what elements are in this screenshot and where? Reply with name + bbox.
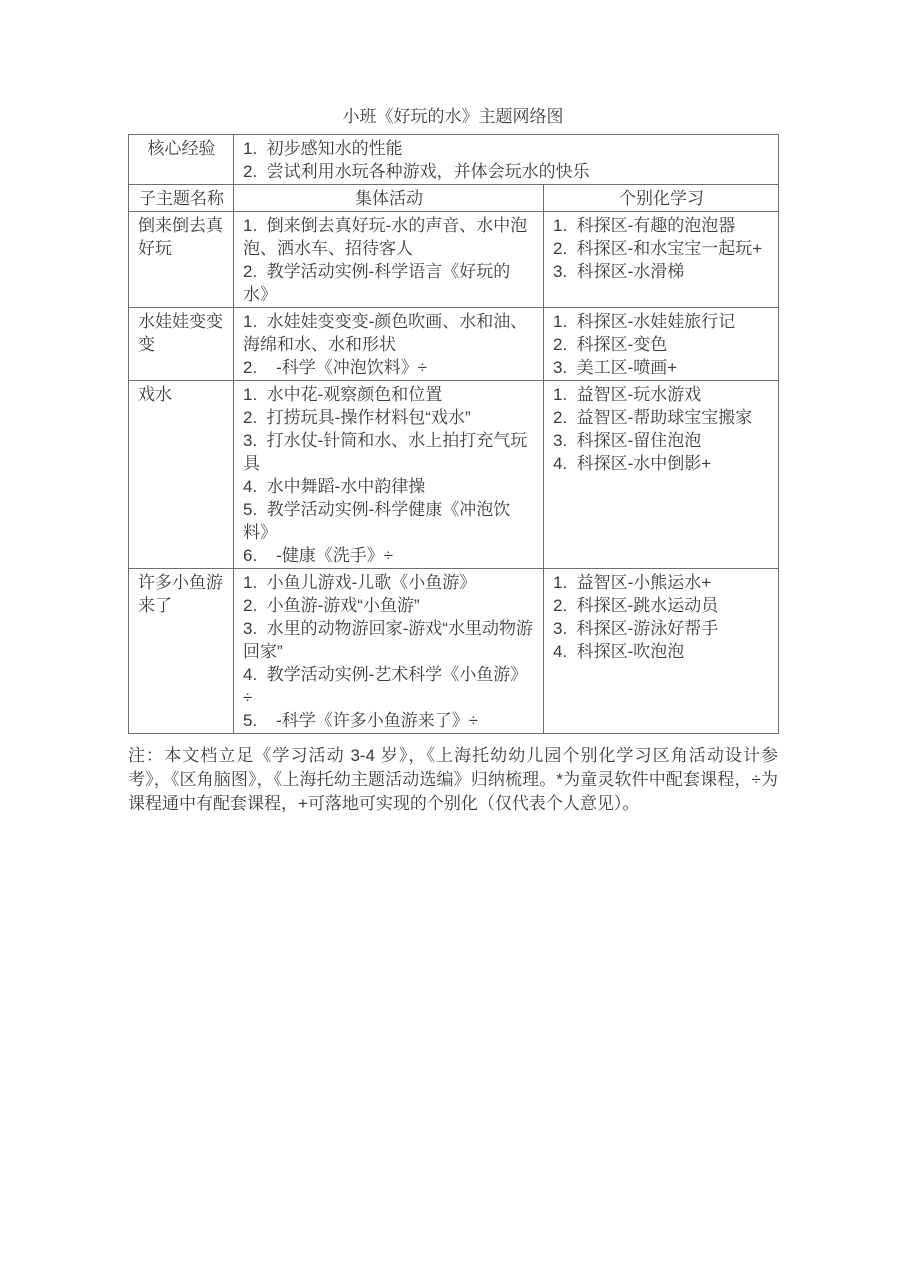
table-row-play-water — [129, 381, 779, 569]
list-item: 2. 小鱼游-游戏“小鱼游” — [243, 596, 420, 615]
subtheme-name: 戏水 — [129, 381, 234, 569]
list-item: 1. 小鱼儿游戏-儿歌《小鱼游》 — [243, 573, 477, 592]
subtheme-name: 水娃娃变变变 — [129, 308, 234, 381]
footnote: 注：本文档立足《学习活动 3-4 岁》，《上海托幼幼儿园个别化学习区角活动设计参考》，《区角脑图》，《上海托幼主题活动选编》归纳梳理。*为童灵软件中配套课程，÷为课程通中有配套课程，+可落地可实现的个别化（仅代表个人意见）。 — [128, 746, 778, 813]
column-header-collective: 集体活动 — [234, 185, 544, 212]
core-experience-cell — [234, 135, 779, 185]
list-item: 1. 水娃娃变变变-颜色吹画、水和油、海绵和水、水和形状 — [243, 312, 528, 354]
collective-activities-cell — [234, 212, 544, 308]
table-row-little-fish — [129, 569, 779, 734]
table-row-pour — [129, 212, 779, 308]
list-item: 5. 教学活动实例-科学健康《冲泡饮料》 — [243, 500, 511, 542]
collective-activities-cell — [234, 569, 544, 734]
list-item: 1. 益智区-小熊运水+ — [553, 573, 712, 592]
table-header-row — [129, 185, 779, 212]
list-item: 2. 教学活动实例-科学语言《好玩的水》 — [243, 262, 511, 304]
list-item: 2. 科探区-跳水运动员 — [553, 596, 719, 615]
list-item: 1. 科探区-水娃娃旅行记 — [553, 312, 736, 331]
subtheme-name: 许多小鱼游来了 — [129, 569, 234, 734]
list-item: 3. 打水仗-针筒和水、水上拍打充气玩具 — [243, 431, 528, 473]
list-item: 2. 尝试利用水玩各种游戏，并体会玩水的快乐 — [243, 162, 590, 181]
list-item: 4. 水中舞蹈-水中韵律操 — [243, 477, 426, 496]
individual-learning-cell — [544, 381, 779, 569]
core-experience-row — [129, 135, 779, 185]
list-item: 2. 益智区-帮助球宝宝搬家 — [553, 408, 753, 427]
core-experience-label: 核心经验 — [129, 135, 234, 185]
page-title: 小班《好玩的水》主题网络图 — [342, 107, 564, 126]
list-item: 4. 科探区-水中倒影+ — [553, 454, 712, 473]
subtheme-name: 倒来倒去真好玩 — [129, 212, 234, 308]
individual-learning-cell — [544, 569, 779, 734]
list-item: 3. 科探区-留住泡泡 — [553, 431, 702, 450]
list-item: 2. -科学《冲泡饮料》÷ — [243, 358, 428, 377]
list-item: 2. 科探区-和水宝宝一起玩+ — [553, 239, 763, 258]
list-item: 4. 科探区-吹泡泡 — [553, 642, 685, 661]
column-header-individual: 个别化学习 — [544, 185, 779, 212]
list-item: 1. 益智区-玩水游戏 — [553, 385, 702, 404]
list-item: 3. 美工区-喷画+ — [553, 358, 678, 377]
list-item: 1. 初步感知水的性能 — [243, 139, 403, 158]
list-item: 1. 科探区-有趣的泡泡器 — [553, 216, 736, 235]
theme-network-table — [128, 134, 779, 734]
individual-learning-cell — [544, 308, 779, 381]
list-item: 2. 打捞玩具-操作材料包“戏水” — [243, 408, 471, 427]
list-item: 2. 科探区-变色 — [553, 335, 668, 354]
list-item: 3. 水里的动物游回家-游戏“水里动物游回家” — [243, 619, 533, 661]
list-item: 3. 科探区-游泳好帮手 — [553, 619, 719, 638]
list-item: 4. 教学活动实例-艺术科学《小鱼游》÷ — [243, 665, 528, 707]
collective-activities-cell — [234, 308, 544, 381]
list-item: 3. 科探区-水滑梯 — [553, 262, 685, 281]
list-item: 6. -健康《洗手》÷ — [243, 546, 394, 565]
column-header-subtheme: 子主题名称 — [129, 185, 234, 212]
collective-activities-cell — [234, 381, 544, 569]
list-item: 1. 倒来倒去真好玩-水的声音、水中泡泡、洒水车、招待客人 — [243, 216, 528, 258]
list-item: 1. 水中花-观察颜色和位置 — [243, 385, 443, 404]
individual-learning-cell — [544, 212, 779, 308]
table-row-water-baby — [129, 308, 779, 381]
list-item: 5. -科学《许多小鱼游来了》÷ — [243, 711, 479, 730]
